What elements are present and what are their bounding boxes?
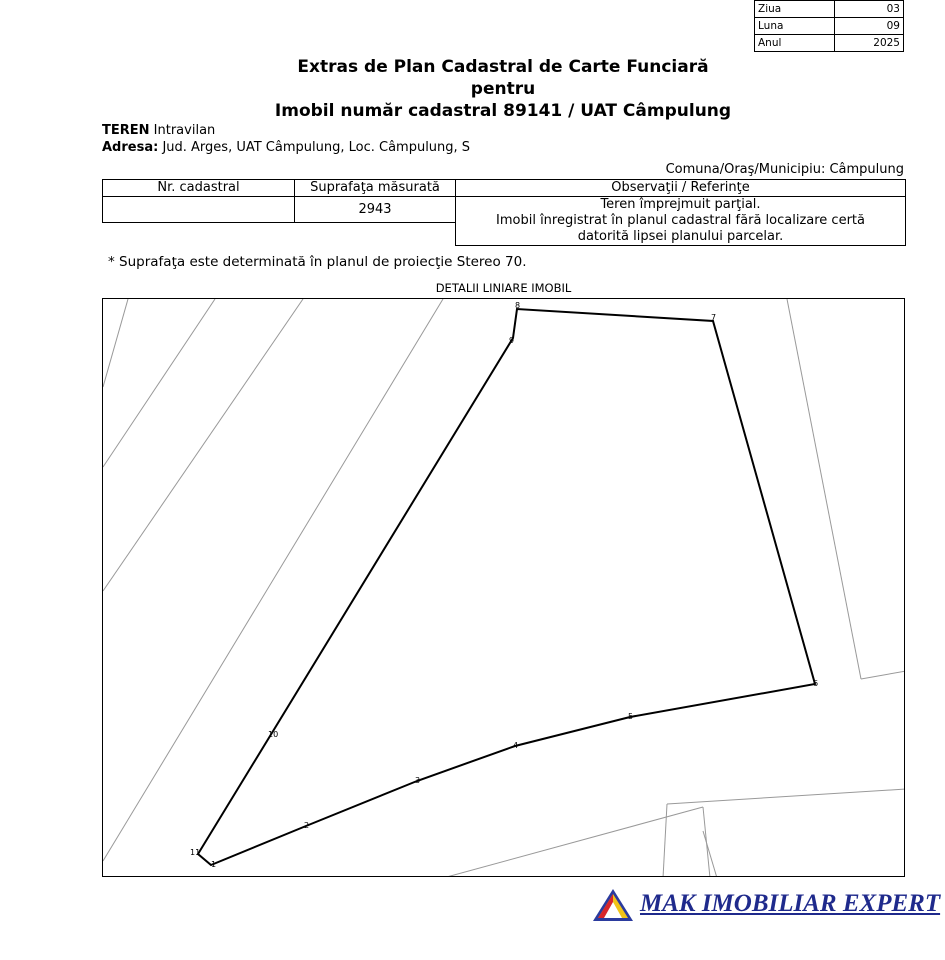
date-row-year — [755, 35, 904, 52]
header-nr-cadastral: Nr. cadastral — [103, 180, 295, 197]
vertex-label-10: 10 — [268, 730, 279, 739]
date-value: 03 — [835, 1, 904, 18]
cell-nr-cadastral — [103, 197, 295, 223]
mak-logo-icon — [592, 888, 634, 922]
observatie-line: Teren împrejmuit parţial. — [600, 197, 761, 212]
date-value: 09 — [835, 18, 904, 35]
logo-text: MAK IMOBILIAR EXPERT — [640, 890, 941, 917]
date-label: Ziua — [755, 1, 835, 18]
vertex-label-1: 1 — [211, 860, 217, 869]
plan-drawing — [103, 299, 905, 877]
vertex-label-3: 3 — [415, 776, 421, 785]
date-box — [754, 0, 904, 52]
teren-label: TEREN — [102, 123, 150, 138]
date-label: Luna — [755, 18, 835, 35]
cell-observatii — [456, 197, 906, 246]
table-header-row — [103, 180, 906, 197]
cadastral-plan — [102, 298, 905, 877]
document-title-pentru: pentru — [470, 79, 536, 99]
vertex-label-9: 9 — [509, 336, 515, 345]
document-subtitle: Imobil număr cadastral 89141 / UAT Câmpulung — [274, 101, 732, 121]
vertex-label-2: 2 — [304, 821, 310, 830]
cell-suprafata: 2943 — [295, 197, 456, 223]
date-row-day — [755, 1, 904, 18]
stereo-note: * Suprafaţa este determinată în planul de proiecţie Stereo 70. — [108, 254, 527, 270]
date-value: 2025 — [835, 35, 904, 52]
plan-title: DETALII LINIARE IMOBIL — [435, 281, 572, 295]
observatie-line: Imobil înregistrat în planul cadastral fără localizare certă — [496, 213, 865, 228]
observatie-line: datorită lipsei planului parcelar. — [577, 229, 784, 244]
background-parcel-lines — [103, 299, 905, 877]
date-label: Anul — [755, 35, 835, 52]
comuna-line: Comuna/Oraş/Municipiu: Câmpulung — [665, 162, 904, 177]
adresa-line — [102, 140, 470, 155]
adresa-value: Jud. Arges, UAT Câmpulung, Loc. Câmpulung, S — [162, 140, 471, 155]
vertex-labels — [190, 301, 818, 869]
table-row — [103, 197, 906, 223]
vertex-label-6: 6 — [813, 679, 819, 688]
date-row-month — [755, 18, 904, 35]
cadastral-table — [102, 179, 906, 246]
header-observatii: Observaţii / Referinţe — [456, 180, 906, 197]
teren-value: Intravilan — [153, 123, 216, 138]
vertex-label-11: 11 — [190, 848, 201, 857]
adresa-label: Adresa: — [102, 140, 159, 155]
header-suprafata: Suprafaţa măsurată — [295, 180, 456, 197]
vertex-label-4: 4 — [513, 741, 519, 750]
parcel-boundary — [198, 309, 815, 865]
vertex-label-5: 5 — [628, 712, 634, 721]
document-title: Extras de Plan Cadastral de Carte Funciară — [297, 57, 709, 77]
teren-line — [102, 123, 215, 138]
vertex-label-7: 7 — [711, 313, 717, 322]
vertex-label-8: 8 — [515, 301, 521, 310]
